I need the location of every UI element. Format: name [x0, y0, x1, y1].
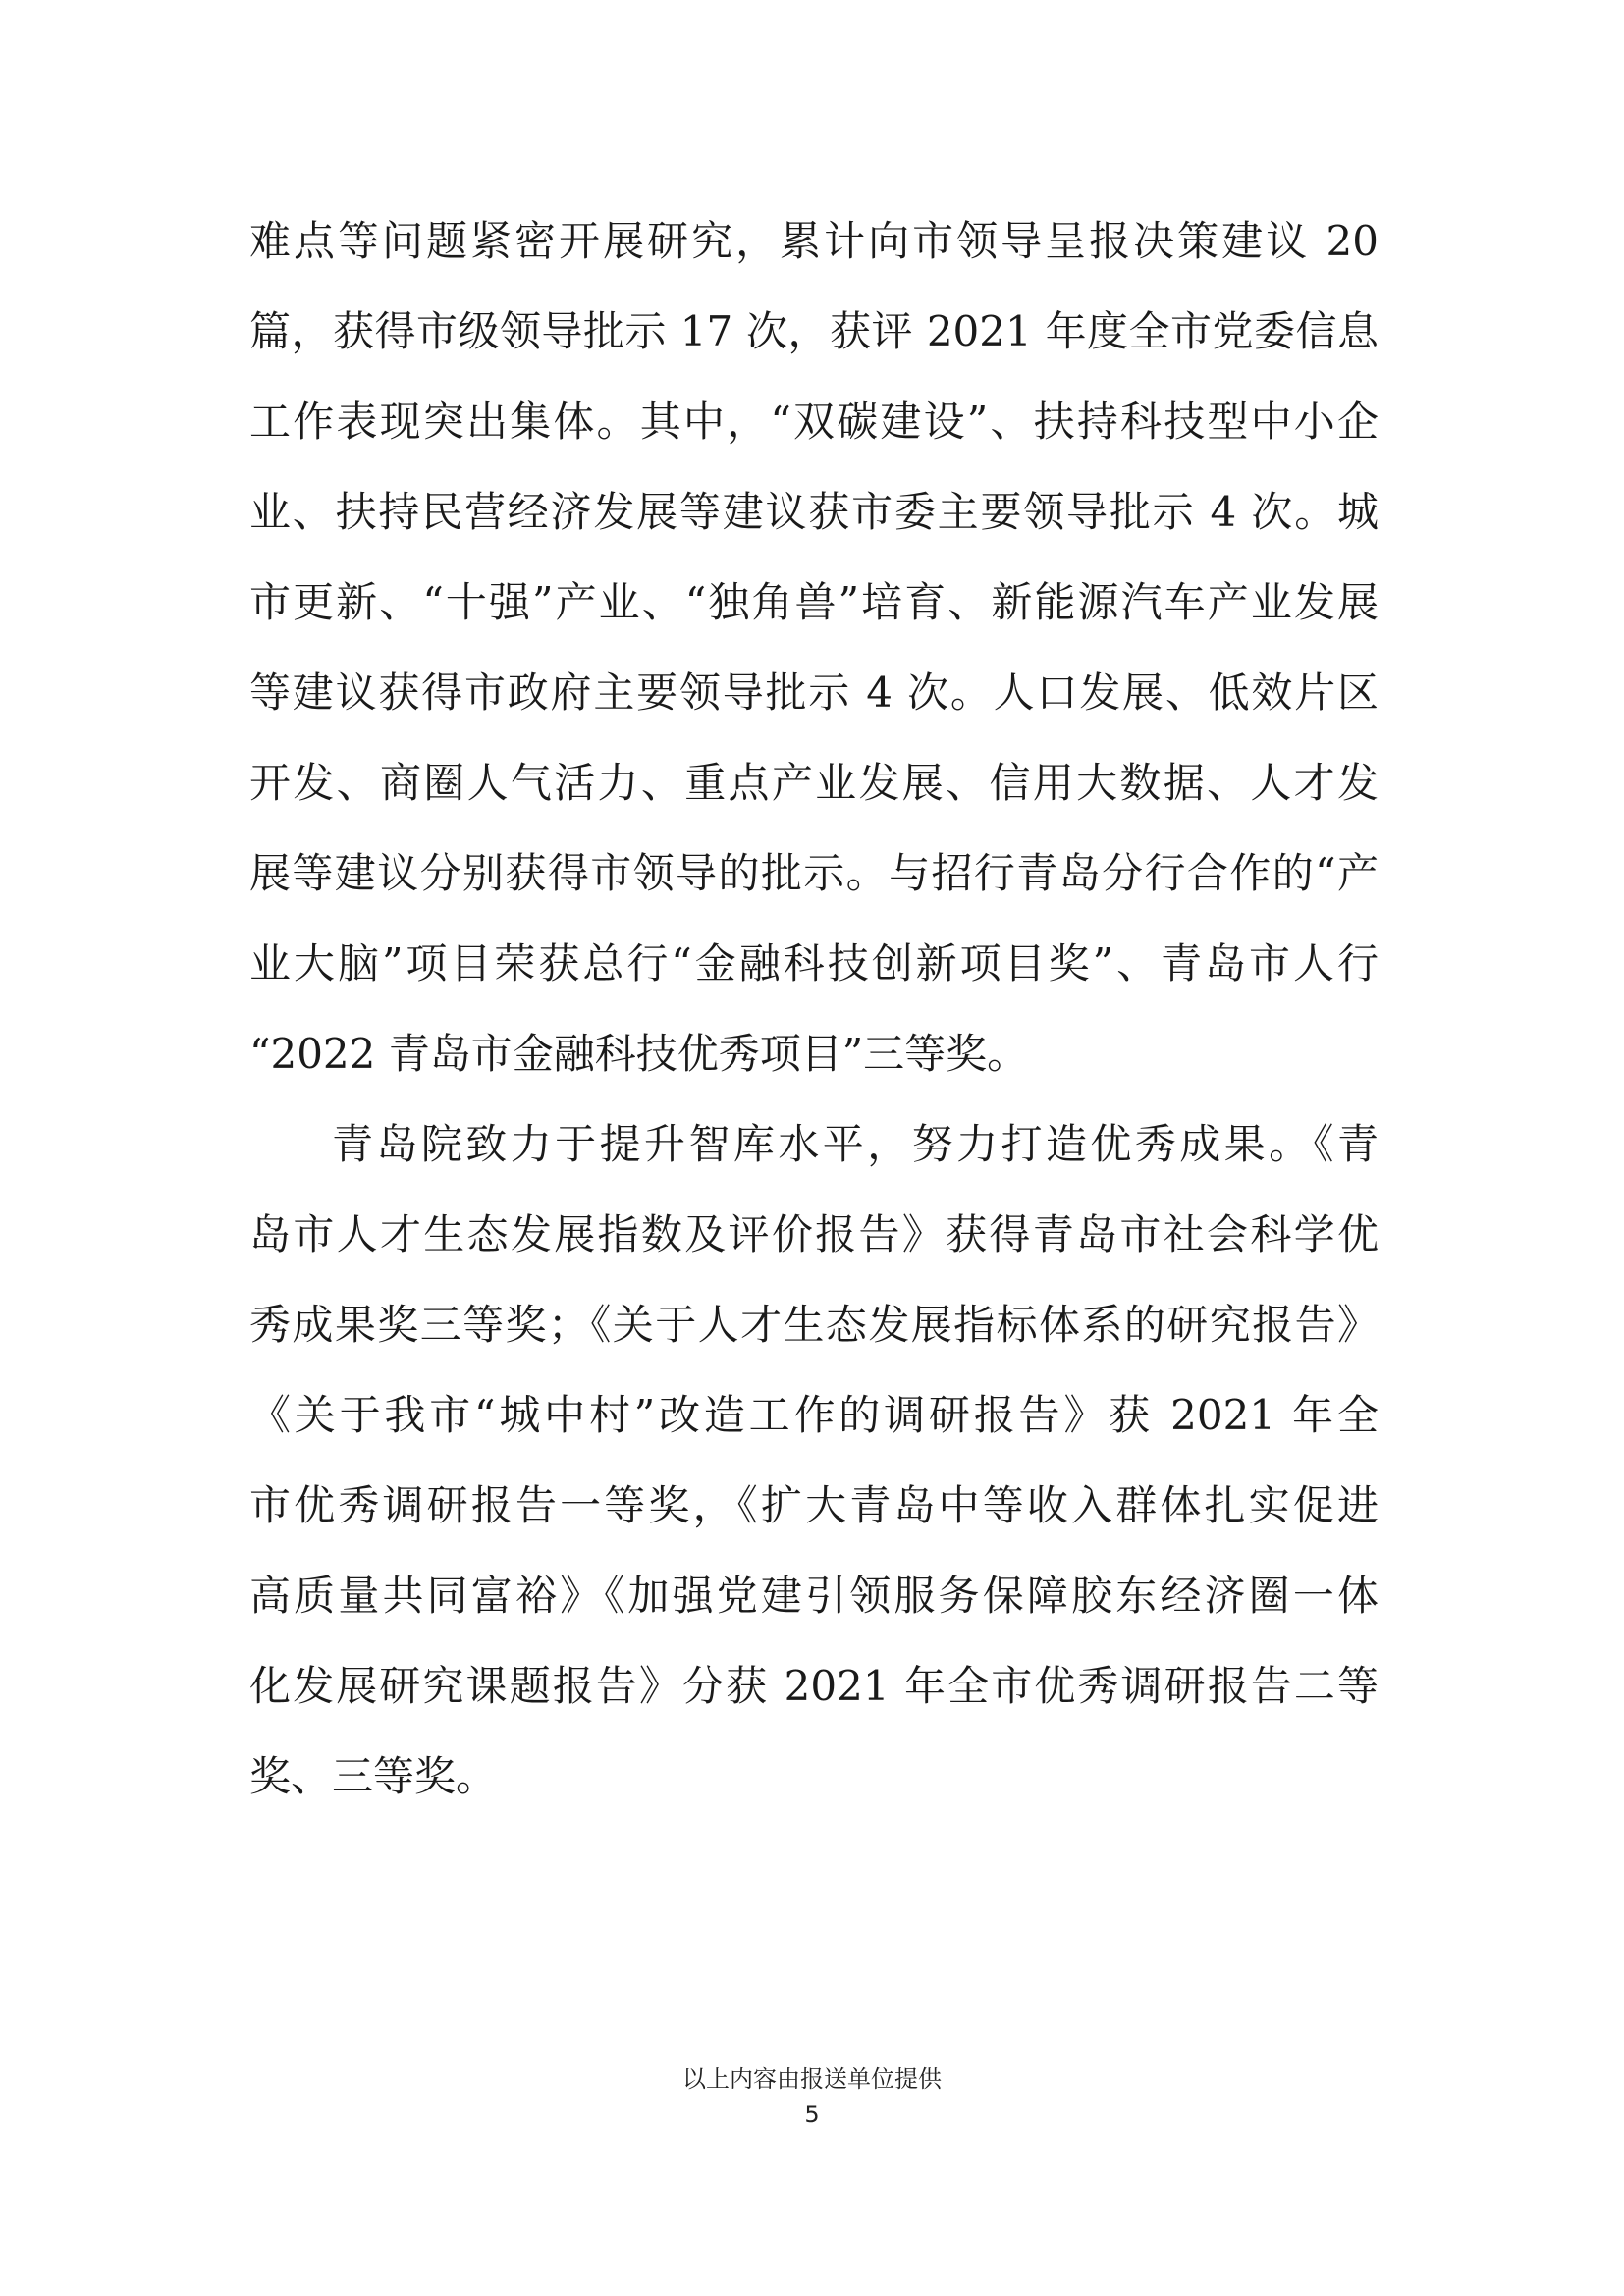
paragraph-line: 《关于我市“城中村”改造工作的调研报告》获 2021 年全 [249, 1391, 1379, 1439]
paragraph-line: 篇，获得市级领导批示 17 次，获评 2021 年度全市党委信息 [249, 307, 1379, 355]
paragraph-2 [249, 1099, 1379, 1822]
paragraph-line: 化发展研究课题报告》分获 2021 年全市优秀调研报告二等 [249, 1662, 1379, 1710]
paragraph-line: 业、扶持民营经济发展等建议获市委主要领导批示 4 次。城 [249, 488, 1379, 536]
paragraph-line: 难点等问题紧密开展研究，累计向市领导呈报决策建议 20 [249, 217, 1379, 265]
paragraph-line: 高质量共同富裕》《加强党建引领服务保障胶东经济圈一体 [249, 1572, 1379, 1620]
paragraph-line: 市更新、“十强”产业、“独角兽”培育、新能源汽车产业发展 [249, 578, 1379, 626]
page-number: 5 [804, 2101, 820, 2128]
paragraph-line: “2022 青岛市金融科技优秀项目”三等奖。 [249, 1030, 1029, 1078]
paragraph-line: 开发、商圈人气活力、重点产业发展、信用大数据、人才发 [249, 759, 1379, 807]
footer-note: 以上内容由报送单位提供 [682, 2065, 942, 2093]
paragraph-line: 展等建议分别获得市领导的批示。与招行青岛分行合作的“产 [249, 849, 1379, 897]
paragraph-line: 业大脑”项目荣获总行“金融科技创新项目奖”、青岛市人行 [249, 939, 1379, 988]
paragraph-line: 奖、三等奖。 [249, 1752, 498, 1800]
paragraph-line: 工作表现突出集体。其中，“双碳建设”、扶持科技型中小企 [249, 398, 1379, 446]
paragraph-line: 岛市人才生态发展指数及评价报告》获得青岛市社会科学优 [249, 1210, 1379, 1258]
document-body [249, 196, 1379, 1822]
paragraph-line: 等建议获得市政府主要领导批示 4 次。人口发展、低效片区 [249, 668, 1379, 717]
paragraph-line: 市优秀调研报告一等奖，《扩大青岛中等收入群体扎实促进 [249, 1481, 1379, 1529]
paragraph-line: 青岛院致力于提升智库水平，努力打造优秀成果。《青 [332, 1120, 1379, 1168]
paragraph-line: 秀成果奖三等奖；《关于人才生态发展指标体系的研究报告》 [249, 1301, 1379, 1349]
paragraph-1 [249, 196, 1379, 1099]
